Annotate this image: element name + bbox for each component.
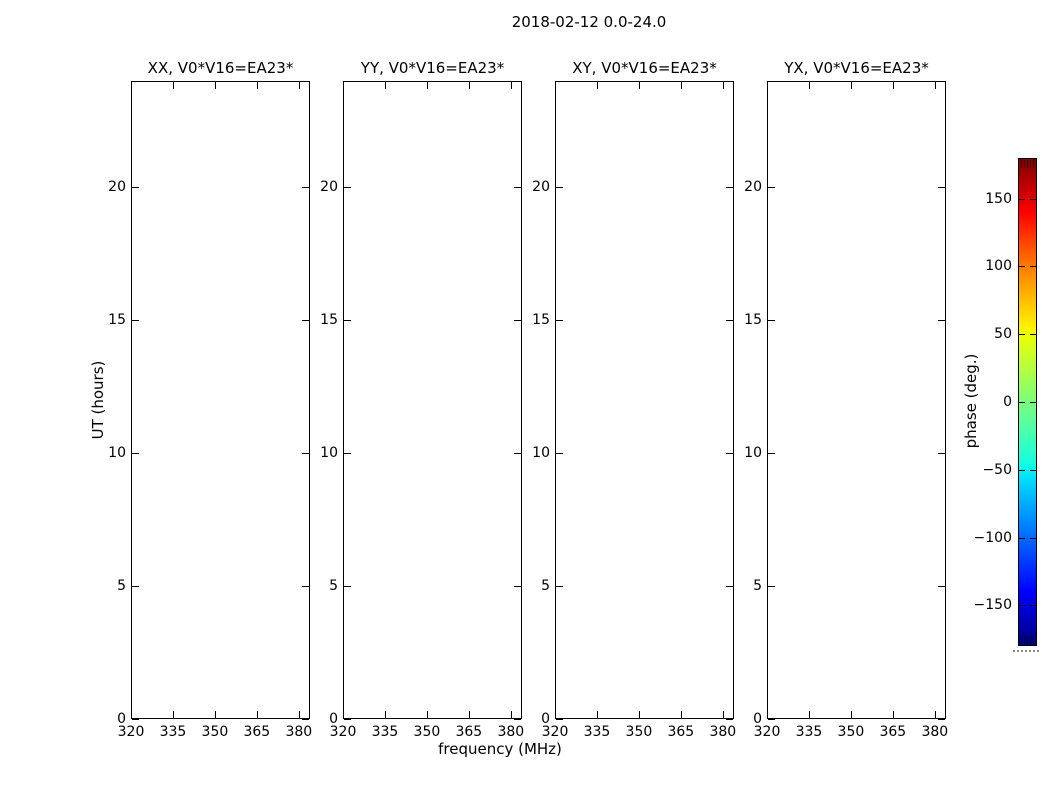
x-tick: [893, 711, 894, 718]
x-tick: [469, 711, 470, 718]
panel-axes-yy: [343, 81, 522, 719]
x-tick-label: 350: [837, 724, 865, 740]
x-tick-label: 335: [583, 724, 611, 740]
x-tick: [215, 82, 216, 89]
y-tick: [768, 187, 775, 188]
x-tick: [385, 711, 386, 718]
x-tick: [767, 82, 768, 89]
x-tick-label: 350: [413, 724, 441, 740]
y-tick: [344, 187, 351, 188]
y-tick: [132, 586, 139, 587]
y-tick-label: 15: [532, 312, 550, 329]
y-tick: [132, 719, 139, 720]
y-tick-label: 15: [320, 312, 338, 329]
y-tick: [344, 586, 351, 587]
colorbar-tick-label: 150: [985, 190, 1012, 207]
y-tick-label: 10: [320, 445, 338, 462]
x-tick-label: 380: [709, 724, 737, 740]
panel-axes-yx: [767, 81, 946, 719]
x-tick: [555, 711, 556, 718]
x-tick: [767, 711, 768, 718]
x-tick: [639, 82, 640, 89]
y-tick-label: 5: [541, 578, 550, 595]
x-tick: [511, 82, 512, 89]
colorbar-tick-label: −100: [973, 529, 1012, 546]
y-tick-label: 15: [108, 312, 126, 329]
colorbar-label: phase (deg.): [962, 353, 980, 449]
colorbar-tick: [1030, 266, 1036, 267]
x-tick-label: 335: [371, 724, 399, 740]
y-tick-label: 10: [532, 445, 550, 462]
x-tick: [639, 711, 640, 718]
y-tick: [768, 719, 775, 720]
x-tick: [427, 82, 428, 89]
y-tick-label: 0: [541, 711, 550, 727]
x-tick: [555, 82, 556, 89]
panel-title-yy: YY, V0*V16=EA23*: [360, 59, 505, 77]
colorbar-tick: [1030, 605, 1036, 606]
colorbar-tick: [1019, 605, 1025, 606]
x-tick-label: 380: [497, 724, 525, 740]
panel-title-xx: XX, V0*V16=EA23*: [147, 59, 294, 77]
x-tick: [131, 711, 132, 718]
x-tick-label: 380: [921, 724, 949, 740]
y-tick-label: 0: [329, 711, 338, 727]
x-tick: [723, 82, 724, 89]
x-tick: [597, 711, 598, 718]
y-tick: [556, 320, 563, 321]
x-tick: [257, 711, 258, 718]
y-axis-label: UT (hours): [89, 360, 107, 440]
x-tick: [427, 711, 428, 718]
colorbar-tick: [1019, 199, 1025, 200]
x-axis-label: frequency (MHz): [438, 740, 562, 758]
colorbar-tick: [1030, 470, 1036, 471]
y-tick: [344, 320, 351, 321]
colorbar-tick-label: −150: [973, 597, 1012, 614]
y-tick: [132, 453, 139, 454]
y-tick-label: 20: [532, 179, 550, 196]
x-tick: [935, 711, 936, 718]
x-tick: [851, 82, 852, 89]
x-tick: [681, 82, 682, 89]
x-tick-label: 335: [159, 724, 187, 740]
colorbar-tick: [1019, 266, 1025, 267]
x-tick-label: 320: [753, 724, 781, 740]
y-tick-label: 10: [744, 445, 762, 462]
colorbar-tick-label: −50: [982, 461, 1012, 478]
y-tick: [938, 586, 945, 587]
colorbar-dotted-edge: [1013, 650, 1039, 652]
y-tick-label: 0: [753, 711, 762, 727]
colorbar-tick: [1030, 538, 1036, 539]
x-tick: [597, 82, 598, 89]
panel-title-xy: XY, V0*V16=EA23*: [572, 59, 717, 77]
x-tick-label: 320: [541, 724, 569, 740]
colorbar-bottom-hatch: [1021, 636, 1034, 644]
x-tick-label: 380: [285, 724, 313, 740]
x-tick: [173, 82, 174, 89]
x-tick: [173, 711, 174, 718]
y-tick-label: 20: [320, 179, 338, 196]
panel-title-yx: YX, V0*V16=EA23*: [784, 59, 929, 77]
colorbar-tick-label: 100: [985, 258, 1012, 275]
x-tick-label: 365: [667, 724, 695, 740]
y-tick: [768, 320, 775, 321]
y-tick: [938, 719, 945, 720]
x-tick: [385, 82, 386, 89]
x-tick: [809, 82, 810, 89]
x-tick: [681, 711, 682, 718]
x-tick: [299, 82, 300, 89]
y-tick-label: 10: [108, 445, 126, 462]
y-tick-label: 20: [744, 179, 762, 196]
y-tick: [132, 187, 139, 188]
panel-axes-xx: [131, 81, 310, 719]
y-tick-label: 0: [117, 711, 126, 727]
x-tick: [893, 82, 894, 89]
y-tick-label: 5: [753, 578, 762, 595]
x-tick: [257, 82, 258, 89]
y-tick: [556, 719, 563, 720]
colorbar-tick-label: 0: [1003, 394, 1012, 410]
x-tick: [131, 82, 132, 89]
y-tick: [556, 453, 563, 454]
y-tick: [938, 187, 945, 188]
x-tick-label: 365: [455, 724, 483, 740]
colorbar-tick: [1019, 334, 1025, 335]
colorbar-tick: [1030, 334, 1036, 335]
x-tick-label: 320: [329, 724, 357, 740]
y-tick: [344, 453, 351, 454]
y-tick-label: 20: [108, 179, 126, 196]
y-tick-label: 5: [329, 578, 338, 595]
x-tick-label: 350: [201, 724, 229, 740]
colorbar-tick: [1019, 470, 1025, 471]
x-tick: [809, 711, 810, 718]
x-tick: [343, 82, 344, 89]
y-tick: [938, 320, 945, 321]
x-tick-label: 365: [879, 724, 907, 740]
y-tick: [768, 586, 775, 587]
y-tick: [768, 453, 775, 454]
x-tick: [851, 711, 852, 718]
x-tick: [343, 711, 344, 718]
colorbar-tick: [1019, 538, 1025, 539]
colorbar-tick-label: 50: [994, 326, 1012, 343]
x-tick: [215, 711, 216, 718]
colorbar-tick: [1030, 402, 1036, 403]
y-tick-label: 5: [117, 578, 126, 595]
y-tick: [344, 719, 351, 720]
x-tick-label: 320: [117, 724, 145, 740]
figure-title: 2018-02-12 0.0-24.0: [511, 13, 667, 31]
y-tick: [556, 187, 563, 188]
y-tick: [132, 320, 139, 321]
x-tick-label: 365: [243, 724, 271, 740]
x-tick-label: 335: [795, 724, 823, 740]
colorbar-tick: [1019, 402, 1025, 403]
y-tick: [938, 453, 945, 454]
x-tick: [469, 82, 470, 89]
x-tick-label: 350: [625, 724, 653, 740]
y-tick: [556, 586, 563, 587]
colorbar-top-hatch: [1021, 160, 1034, 168]
panel-axes-xy: [555, 81, 734, 719]
x-tick: [935, 82, 936, 89]
y-tick-label: 15: [744, 312, 762, 329]
colorbar-tick: [1030, 199, 1036, 200]
